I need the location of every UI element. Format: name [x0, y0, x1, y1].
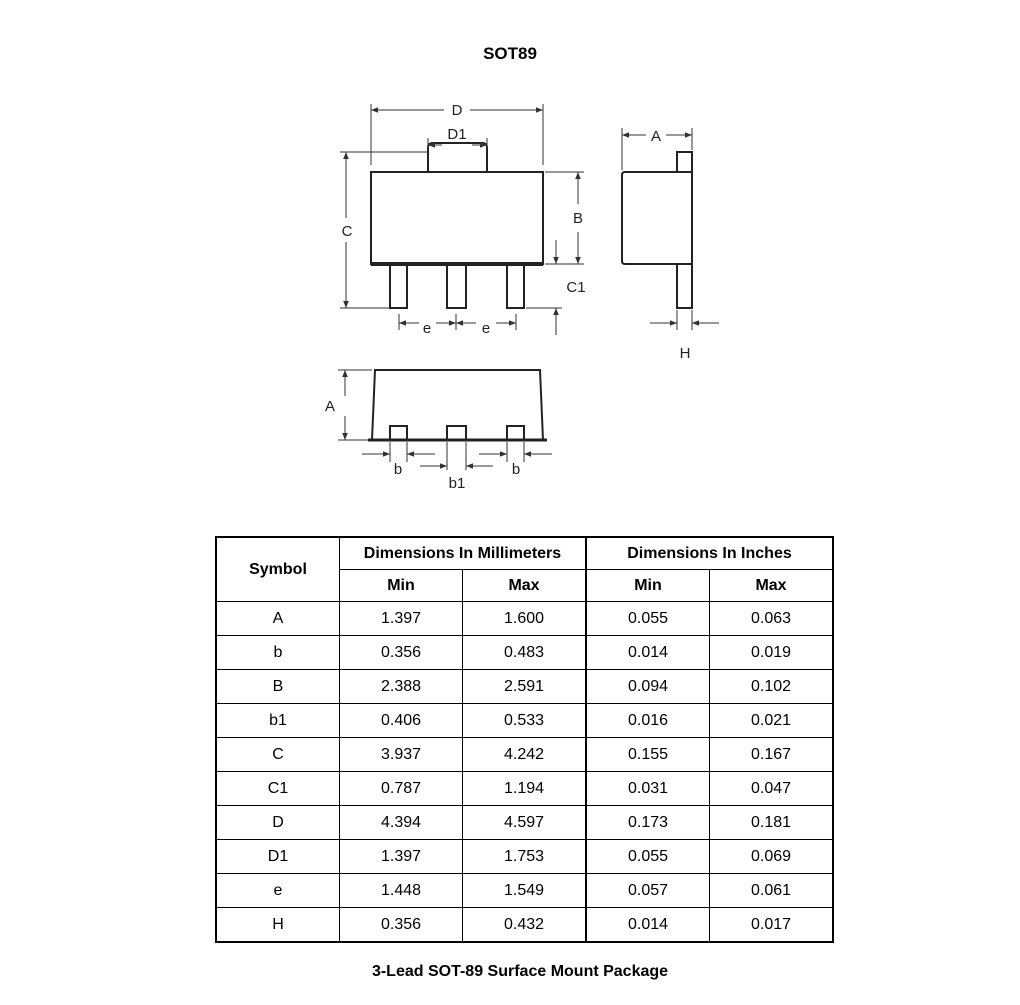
label-D1: D1	[447, 126, 467, 143]
in-max-cell: 0.017	[710, 908, 834, 943]
in-max-cell: 0.061	[710, 874, 834, 908]
page-title: SOT89	[483, 44, 537, 63]
in-max-header: Max	[710, 570, 834, 602]
package-outline-drawing	[0, 0, 1020, 500]
side-view	[622, 152, 692, 308]
symbol-cell: D1	[216, 840, 340, 874]
mm-max-cell: 1.549	[463, 874, 587, 908]
label-B: B	[572, 210, 584, 227]
label-A-front: A	[324, 398, 336, 415]
inches-header: Dimensions In Inches	[586, 537, 833, 570]
label-H: H	[679, 345, 691, 362]
in-min-cell: 0.173	[586, 806, 710, 840]
table-row	[216, 738, 833, 772]
table-row	[216, 636, 833, 670]
label-e-2: e	[481, 320, 491, 337]
table-row	[216, 840, 833, 874]
symbol-cell: H	[216, 908, 340, 943]
dimension-e	[399, 314, 516, 330]
symbol-cell: C1	[216, 772, 340, 806]
symbol-header: Symbol	[216, 537, 340, 602]
mm-max-cell: 1.753	[463, 840, 587, 874]
mm-max-header: Max	[463, 570, 587, 602]
dimension-H	[650, 310, 719, 330]
mm-min-cell: 0.406	[340, 704, 463, 738]
in-min-cell: 0.016	[586, 704, 710, 738]
in-min-header: Min	[586, 570, 710, 602]
symbol-cell: e	[216, 874, 340, 908]
label-b-2: b	[511, 461, 521, 478]
table-row	[216, 806, 833, 840]
in-max-cell: 0.063	[710, 602, 834, 636]
table-row	[216, 670, 833, 704]
mm-header: Dimensions In Millimeters	[340, 537, 587, 570]
mm-min-cell: 4.394	[340, 806, 463, 840]
mm-min-cell: 0.787	[340, 772, 463, 806]
mm-max-cell: 0.483	[463, 636, 587, 670]
symbol-cell: C	[216, 738, 340, 772]
mm-min-cell: 3.937	[340, 738, 463, 772]
in-max-cell: 0.069	[710, 840, 834, 874]
mm-min-cell: 1.397	[340, 602, 463, 636]
symbol-cell: b1	[216, 704, 340, 738]
in-max-cell: 0.167	[710, 738, 834, 772]
table-row	[216, 908, 833, 943]
label-D: D	[451, 102, 463, 119]
mm-min-cell: 2.388	[340, 670, 463, 704]
mm-max-cell: 0.432	[463, 908, 587, 943]
dimension-C	[340, 152, 428, 308]
mm-min-cell: 0.356	[340, 908, 463, 943]
dimensions-table-body	[216, 602, 833, 943]
mm-min-cell: 1.448	[340, 874, 463, 908]
symbol-cell: A	[216, 602, 340, 636]
in-min-cell: 0.055	[586, 602, 710, 636]
label-A-side: A	[650, 128, 662, 145]
in-max-cell: 0.021	[710, 704, 834, 738]
top-view	[371, 143, 543, 308]
symbol-cell: B	[216, 670, 340, 704]
in-max-cell: 0.181	[710, 806, 834, 840]
label-e-1: e	[422, 320, 432, 337]
package-caption: 3-Lead SOT-89 Surface Mount Package	[371, 963, 669, 980]
mm-min-header: Min	[340, 570, 463, 602]
mm-max-cell: 1.600	[463, 602, 587, 636]
front-view	[368, 370, 547, 440]
label-b-1: b	[393, 461, 403, 478]
mm-min-cell: 1.397	[340, 840, 463, 874]
in-min-cell: 0.057	[586, 874, 710, 908]
mm-max-cell: 1.194	[463, 772, 587, 806]
mm-max-cell: 0.533	[463, 704, 587, 738]
label-C1: C1	[566, 279, 586, 296]
mm-max-cell: 4.242	[463, 738, 587, 772]
symbol-cell: D	[216, 806, 340, 840]
table-row	[216, 704, 833, 738]
in-min-cell: 0.055	[586, 840, 710, 874]
in-max-cell: 0.047	[710, 772, 834, 806]
table-row	[216, 602, 833, 636]
mm-max-cell: 2.591	[463, 670, 587, 704]
in-min-cell: 0.155	[586, 738, 710, 772]
in-min-cell: 0.014	[586, 908, 710, 943]
in-min-cell: 0.094	[586, 670, 710, 704]
in-max-cell: 0.102	[710, 670, 834, 704]
symbol-cell: b	[216, 636, 340, 670]
in-max-cell: 0.019	[710, 636, 834, 670]
mm-max-cell: 4.597	[463, 806, 587, 840]
table-row	[216, 772, 833, 806]
in-min-cell: 0.014	[586, 636, 710, 670]
label-b1: b1	[448, 475, 466, 492]
dimensions-table	[215, 536, 834, 943]
dimension-A-front	[338, 370, 372, 440]
label-C: C	[341, 223, 353, 240]
dimension-b-b1	[362, 442, 552, 470]
in-min-cell: 0.031	[586, 772, 710, 806]
table-row	[216, 874, 833, 908]
mm-min-cell: 0.356	[340, 636, 463, 670]
